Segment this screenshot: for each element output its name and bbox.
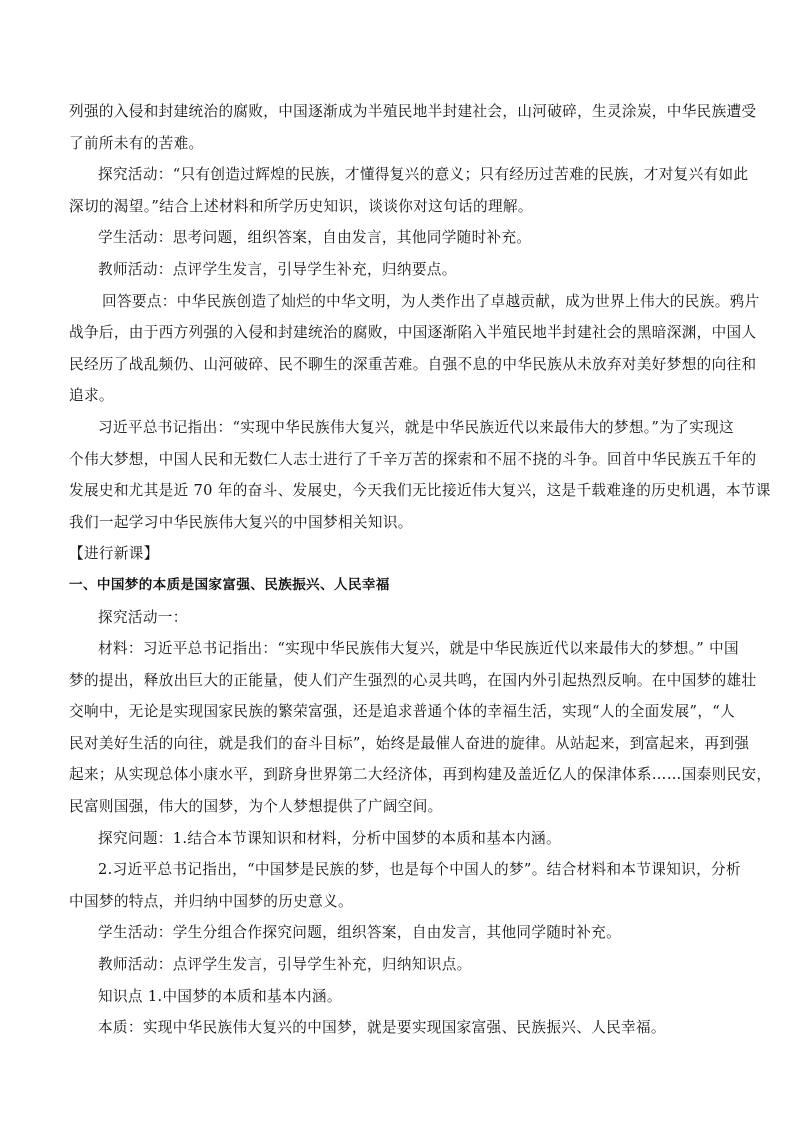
paragraph-line: 追求。	[69, 387, 114, 405]
paragraph-line: 本质：实现中华民族伟大复兴的中国梦，就是要实现国家富强、民族振兴、人民幸福。	[98, 1019, 666, 1037]
paragraph-line: 材料：习近平总书记指出：“实现中华民族伟大复兴，就是中华民族近代以来最伟大的梦想。” 中国	[98, 640, 739, 658]
paragraph-line: 了前所未有的苦难。	[69, 134, 204, 152]
paragraph-line: 交响中，无论是实现国家民族的繁荣富强，还是追求普通个体的幸福生活，实现“人的全面发展”，“人	[69, 703, 736, 721]
paragraph-line: 深切的渴望。”结合上述材料和所学历史知识，谈谈你对这句话的理解。	[69, 197, 533, 215]
paragraph-line: 学生活动：思考问题，组织答案，自由发言，其他同学随时补充。	[98, 229, 532, 247]
document-body	[69, 96, 772, 1044]
paragraph-line: 教师活动：点评学生发言，引导学生补充，归纳知识点。	[98, 956, 472, 974]
paragraph-line: 民经历了战乱频仍、山河破碎、民不聊生的深重苦难。自强不息的中华民族从未放弃对美好梦想的向往和	[69, 355, 757, 373]
paragraph-line: 习近平总书记指出：“实现中华民族伟大复兴，就是中华民族近代以来最伟大的梦想。”为了实现这	[98, 418, 734, 436]
paragraph-line: 探究活动一：	[98, 608, 188, 626]
paragraph-line: 战争后，由于西方列强的入侵和封建统治的腐败，中国逐渐陷入半殖民地半封建社会的黑暗深渊，中国人	[69, 324, 757, 342]
paragraph-line: 发展史和尤其是近 70 年的奋斗、发展史，今天我们无比接近伟大复兴，这是千载难逢的历史机遇，本节课	[69, 482, 771, 500]
paragraph-line: 个伟大梦想，中国人民和无数仁人志士进行了千辛万苦的探索和不屈不挠的斗争。回首中华民族五千年的	[69, 450, 757, 468]
paragraph-line: 知识点 1.中国梦的本质和基本内涵。	[98, 987, 342, 1005]
paragraph-line: 民富则国强，伟大的国梦，为个人梦想提供了广阔空间。	[69, 798, 443, 816]
section-marker: 【进行新课】	[69, 545, 159, 563]
paragraph-line: 起来；从实现总体小康水平，到跻身世界第二大经济体，再到构建及盖近亿人的保津体系……国泰则民安，	[69, 766, 772, 784]
paragraph-line: 民对美好生活的向往，就是我们的奋斗目标”，始终是最催人奋进的旋律。从站起来，到富起来，再到强	[69, 734, 750, 752]
paragraph-line: 我们一起学习中华民族伟大复兴的中国梦相关知识。	[69, 513, 413, 531]
paragraph-line: 2.习近平总书记指出，“中国梦是民族的梦，也是每个中国人的梦”。结合材料和本节课知识，分析	[98, 861, 741, 879]
section-heading: 一、中国梦的本质是国家富强、民族振兴、人民幸福	[69, 576, 390, 593]
paragraph-line: 教师活动：点评学生发言，引导学生补充，归纳要点。	[98, 260, 457, 278]
paragraph-line: 学生活动：学生分组合作探究问题，组织答案，自由发言，其他同学随时补充。	[98, 924, 622, 942]
paragraph-line: 回答要点：中华民族创造了灿烂的中华文明，为人类作出了卓越贡献，成为世界上伟大的民族。鸦片	[102, 292, 760, 310]
paragraph-line: 中国梦的特点，并归纳中国梦的历史意义。	[69, 892, 353, 910]
paragraph-line: 列强的入侵和封建统治的腐败，中国逐渐成为半殖民地半封建社会，山河破碎，生灵涂炭，中华民族遭受	[69, 103, 757, 120]
paragraph-line: 探究活动：“只有创造过辉煌的民族，才懂得复兴的意义；只有经历过苦难的民族，才对复兴有如此	[98, 166, 749, 184]
paragraph-line: 梦的提出，释放出巨大的正能量，使人们产生强烈的心灵共鸣，在国内外引起热烈反响。在中国梦的雄壮	[69, 671, 757, 689]
paragraph-line: 探究问题：1.结合本节课知识和材料，分析中国梦的本质和基本内涵。	[98, 829, 561, 847]
